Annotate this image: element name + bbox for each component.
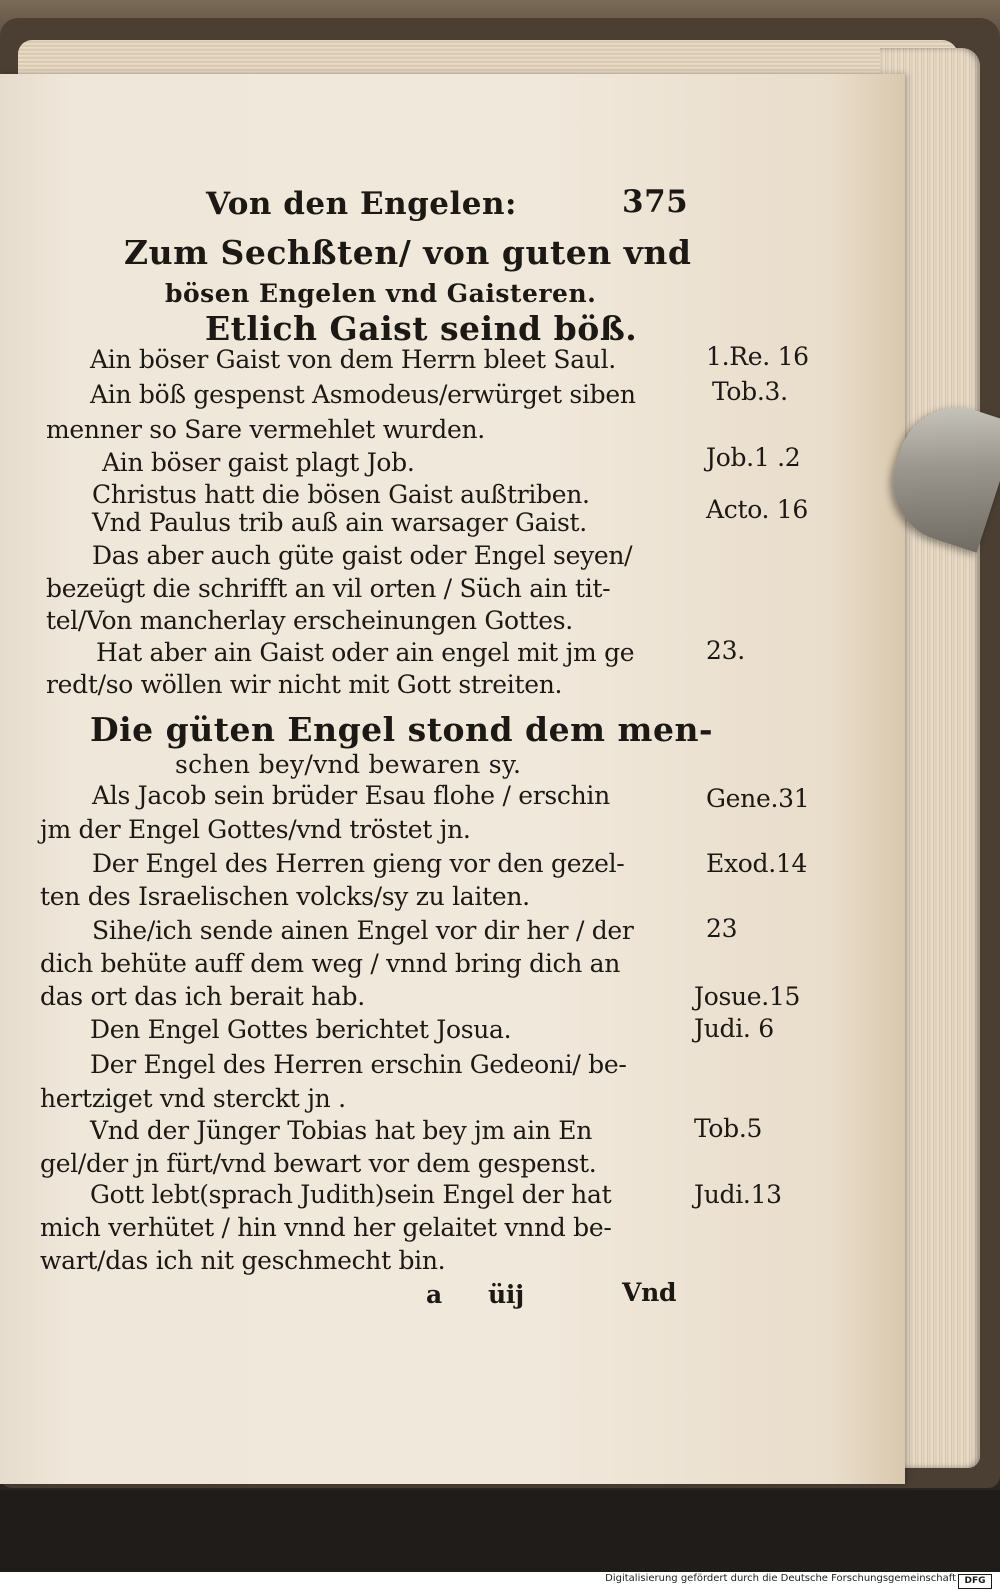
text-line: Als Jacob sein brüder Esau flohe / erschin xyxy=(92,781,610,810)
text-line: redt/so wöllen wir nicht mit Gott streiten. xyxy=(46,670,563,699)
text-line: Hat aber ain Gaist oder ain engel mit jm ge xyxy=(96,638,635,667)
text-line: bezeügt die schrifft an vil orten / Süch ain tit- xyxy=(46,574,611,603)
margin-reference: 1.Re. 16 xyxy=(706,342,809,371)
text-line: gel/der jn fürt/vnd bewart vor dem gespenst. xyxy=(40,1149,597,1178)
margin-reference: Judi. 6 xyxy=(694,1014,774,1043)
text-line: hertziget vnd sterckt jn . xyxy=(40,1084,346,1113)
text-line: dich behüte auff dem weg / vnnd bring dich an xyxy=(40,949,621,978)
running-head-title: Von den Engelen: xyxy=(206,186,517,222)
text-line: das ort das ich berait hab. xyxy=(40,982,365,1011)
text-line: Das aber auch güte gaist oder Engel seyen/ xyxy=(92,541,633,570)
text-line: jm der Engel Gottes/vnd tröstet jn. xyxy=(40,815,471,844)
text-line: Ain böß gespenst Asmodeus/erwürget siben xyxy=(90,380,636,409)
section-heading-line1: Zum Sechßten/ von guten vnd xyxy=(124,233,692,272)
text-line: Ain böser Gaist von dem Herrn bleet Saul. xyxy=(90,345,616,374)
text-line: ten des Israelischen volcks/sy zu laiten. xyxy=(40,882,530,911)
subheading-evil-spirits: Etlich Gaist seind böß. xyxy=(205,309,638,348)
page-number: 375 xyxy=(622,184,689,220)
text-line: Sihe/ich sende ainen Engel vor dir her / der xyxy=(92,916,634,945)
text-line: Gott lebt(sprach Judith)sein Engel der hat xyxy=(90,1180,612,1209)
text-line: tel/Von mancherlay erscheinungen Gottes. xyxy=(46,606,573,635)
margin-reference: Tob.5 xyxy=(694,1114,763,1143)
text-line: Den Engel Gottes berichtet Josua. xyxy=(90,1015,512,1044)
section-heading-line2: bösen Engelen vnd Gaisteren. xyxy=(165,279,597,308)
margin-reference: Exod.14 xyxy=(706,849,808,878)
text-line: Der Engel des Herren gieng vor den gezel- xyxy=(92,849,625,878)
text-line: Christus hatt die bösen Gaist außtriben. xyxy=(92,480,590,509)
text-line: Vnd der Jünger Tobias hat bey jm ain En xyxy=(90,1116,593,1145)
footer-credit: Digitalisierung gefördert durch die Deutsche Forschungsgemeinschaft xyxy=(605,1573,956,1584)
margin-reference: Josue.15 xyxy=(694,982,801,1011)
subheading-good-angels-cont: schen bey/vnd bewaren sy. xyxy=(175,750,522,779)
margin-reference: Job.1 .2 xyxy=(706,443,801,472)
text-line: wart/das ich nit geschmecht bin. xyxy=(40,1246,446,1275)
signature-number: üij xyxy=(488,1280,524,1309)
text-line: menner so Sare vermehlet wurden. xyxy=(46,415,485,444)
text-line: mich verhütet / hin vnnd her gelaitet vnnd be- xyxy=(40,1213,612,1242)
margin-reference: Gene.31 xyxy=(706,784,810,813)
text-line: Ain böser gaist plagt Job. xyxy=(102,448,415,477)
text-line: Der Engel des Herren erschin Gedeoni/ be- xyxy=(90,1050,627,1079)
margin-reference: 23 xyxy=(706,914,738,943)
subheading-good-angels: Die güten Engel stond dem men- xyxy=(90,710,714,749)
margin-reference: 23. xyxy=(706,636,745,665)
margin-reference: Tob.3. xyxy=(712,377,788,406)
signature-mark: a xyxy=(426,1280,442,1309)
margin-reference: Judi.13 xyxy=(694,1180,782,1209)
dfg-logo-icon: DFG xyxy=(958,1574,992,1589)
text-line: Vnd Paulus trib auß ain warsager Gaist. xyxy=(92,508,587,537)
margin-reference: Acto. 16 xyxy=(706,495,809,524)
catchword: Vnd xyxy=(622,1278,677,1307)
